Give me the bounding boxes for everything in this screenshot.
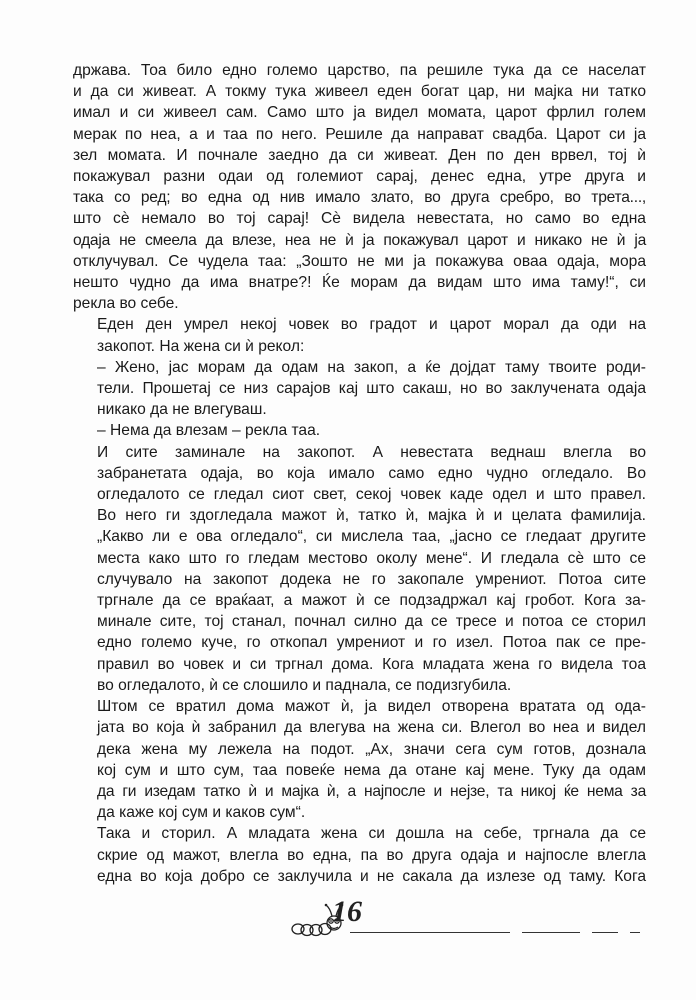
text-line: една во која добро се заклучила и не сакала да излезе од таму. Кога (97, 867, 646, 885)
text-line: и да си живеат. А токму тука живеел еден богат цар, ни мајка ни татко (73, 83, 646, 101)
text-line: миналe сите, тој станал, почнал силно да се тресе и потоа се сторил (97, 613, 646, 631)
body-text (73, 60, 646, 887)
text-line: што сѐ немало во тој сарај! Сѐ видела невестата, но само во една (73, 210, 646, 228)
text-line: скрие од мажот, влегла во една, па во друга одаја и најпосле влегла (97, 846, 646, 864)
text-line: покажувал разни одаи од големиот сарај, денес една, утре друга и (73, 168, 646, 186)
text-line: – Жено, јас морам да одам на закоп, а ќе дојдат таму твоите роди- (97, 358, 646, 376)
page-footer (290, 895, 650, 945)
paragraph (73, 442, 646, 696)
text-line: имал и си живеел сам. Само што ја видел момата, царот фрлил голем (73, 104, 646, 122)
text-line: тргнале да се враќаат, а мажот ѝ се подзадржал кај гробот. Кога за- (97, 592, 646, 610)
text-line: кој сум и што сум, таа повеќе нема да отане кај мене. Туку да одам (97, 761, 646, 779)
text-line: мерак по неа, а и таа по него. Решиле да направат свадба. Царот си ја (73, 125, 646, 143)
paragraph (73, 60, 646, 314)
text-line: закопот. На жена си ѝ рекол: (97, 337, 305, 355)
text-line: во огледалото, ѝ се слошило и паднала, се подизгубила. (97, 676, 512, 694)
text-line: да ги изедам татко ѝ и мајка ѝ, а најпосле и нејзе, та никој ќе нема за (97, 782, 646, 800)
text-line: „Какво ли е ова огледало“, си мислела таа, „јасно се гледаат другите (97, 528, 646, 546)
paragraph (73, 823, 646, 887)
text-line: Во него ги здогледала мажот ѝ, татко ѝ, мајка ѝ и целата фамилија. (97, 507, 646, 525)
text-line: огледалото се гледал сиот свет, секој човек каде одел и што правел. (97, 486, 646, 504)
text-line: места како што го гледам местово околу мене“. И гледала сѐ што се (97, 549, 646, 567)
paragraph (73, 314, 646, 356)
text-line: отклучувал. Се чудела таа: „Зошто не ми ја покажува оваа одаја, мора (73, 252, 646, 270)
text-line: дека жена му лежела на подот. „Ах, значи сега сум готов, дознала (97, 740, 646, 758)
text-line: тели. Прошетај се низ сарајов кај што сакаш, но во заклучената одаја (97, 380, 646, 398)
page-number: 16 (332, 895, 362, 928)
text-line: држава. Тоа било едно големо царство, па решиле тука да се населат (73, 62, 646, 79)
paragraph (73, 696, 646, 823)
text-line: случувало на закопот додека не го закопале умрениот. Потоа сите (97, 570, 646, 588)
text-line: Штом се вратил дома мажот ѝ, ја видел отворена вратата од ода- (97, 698, 646, 716)
text-line: јата во која ѝ забранил да влегува на жена си. Влегол во неа и видел (97, 719, 646, 737)
text-line: – Нема да влезам – рекла таа. (97, 422, 321, 440)
footer-rule (630, 932, 640, 933)
footer-rule (592, 932, 618, 933)
footer-rule (350, 932, 510, 933)
text-line: одаја не смеела да влезе, неа не ѝ ја покажувал царот и никако не ѝ ја (73, 231, 646, 249)
footer-rule (522, 932, 580, 933)
text-line: Еден ден умрел некој човек во градот и царот морал да оди на (97, 316, 646, 334)
text-line: забранетата одаја, во која имало само едно чудно огледало. Во (97, 464, 646, 482)
text-line: рекла во себе. (73, 295, 179, 313)
paragraph (73, 357, 646, 421)
text-line: правил во човек и си тргнал дома. Кога младата жена го видела тоа (97, 655, 646, 673)
text-line: никако да не влегуваш. (97, 401, 267, 419)
text-line: едно големо куче, го откопал умрениот и го изел. Потоа пак се пре- (97, 634, 646, 652)
text-line: зел момата. И почнале заедно да си живеат. Ден по ден врвел, тој ѝ (73, 146, 646, 164)
paragraph (73, 420, 646, 441)
text-line: Така и сторил. А младата жена си дошла на себе, тргнала да се (97, 825, 646, 843)
text-line: И сите заминале на закопот. А невестата веднаш влегла во (97, 443, 646, 461)
text-line: да каже кој сум и каков сум“. (97, 804, 306, 822)
text-line: така со ред; во една од нив имало злато, во друга сребро, во трета..., (73, 189, 646, 207)
text-line: нешто чудно да има внатре?! Ќе морам да видам што има таму!“, си (73, 274, 646, 292)
